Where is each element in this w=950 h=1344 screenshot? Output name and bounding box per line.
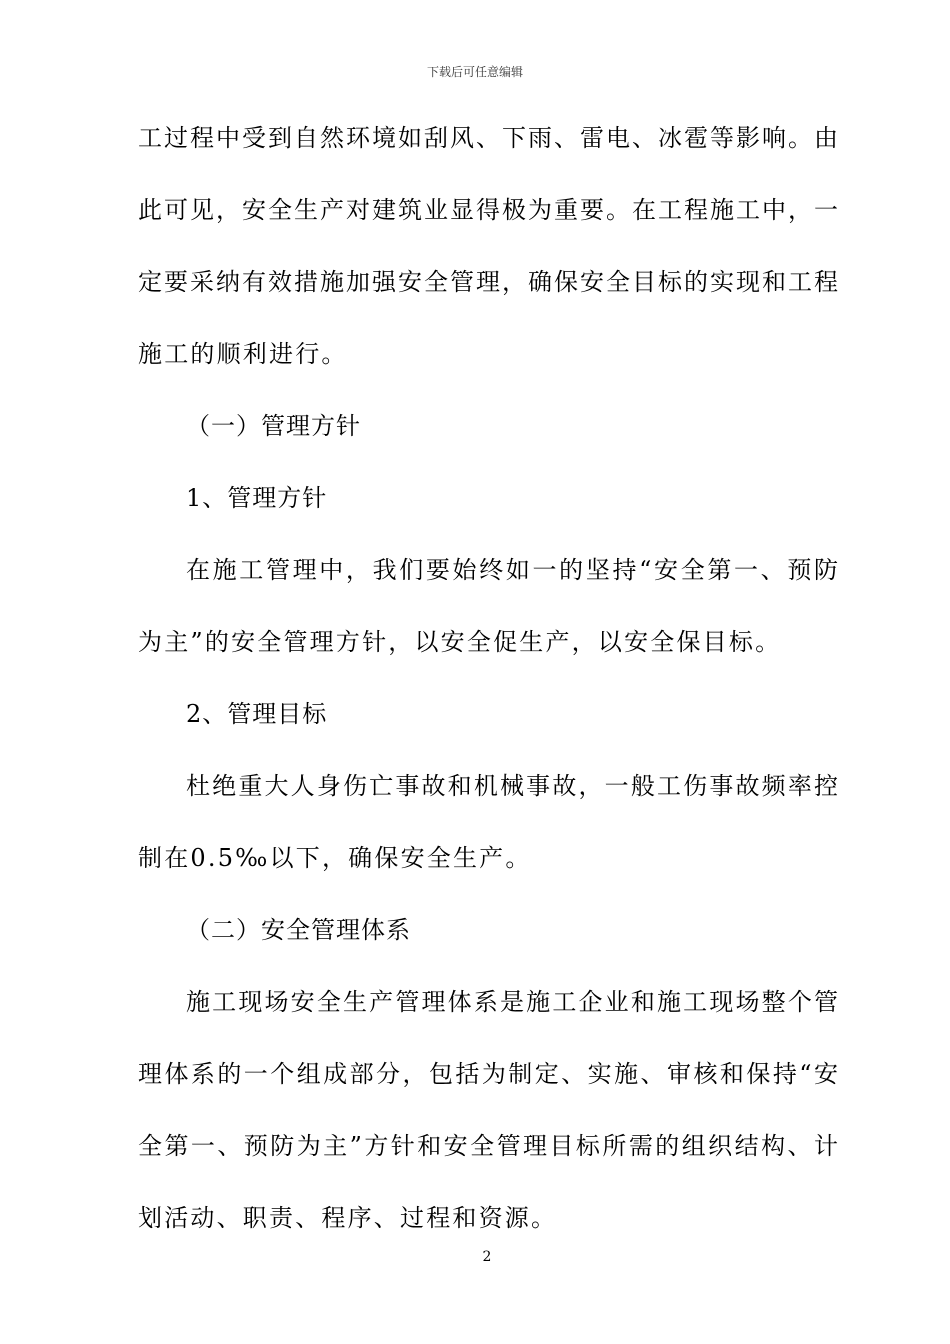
paragraph-line: 划活动、职责、程序、过程和资源。 [138, 1204, 558, 1232]
section-heading: （一）管理方针 [186, 412, 361, 440]
subsection-heading: 2、管理目标 [186, 700, 328, 728]
paragraph-line: 施工的顺利进行。 [138, 340, 348, 368]
paragraph-line: 全第一、预防为主”方针和安全管理目标所需的组织结构、计 [138, 1132, 838, 1160]
paragraph-line: 在施工管理中，我们要始终如一的坚持“安全第一、预防 [186, 556, 838, 584]
paragraph-line: 工过程中受到自然环境如刮风、下雨、雷电、冰雹等影响。由 [138, 124, 838, 152]
paragraph-line: 杜绝重大人身伤亡事故和机械事故，一般工伤事故频率控 [186, 772, 838, 800]
paragraph-line: 此可见，安全生产对建筑业显得极为重要。在工程施工中，一 [138, 196, 838, 224]
paragraph-line: 制在0.5‰以下，确保安全生产。 [138, 844, 532, 872]
page-number: 2 [482, 1249, 492, 1265]
document-body [138, 112, 838, 1264]
paragraph-line: 施工现场安全生产管理体系是施工企业和施工现场整个管 [186, 988, 838, 1016]
page-header: 下载后可任意编辑 [426, 65, 523, 79]
subsection-heading: 1、管理方针 [186, 484, 328, 512]
paragraph-line: 定要采纳有效措施加强安全管理，确保安全目标的实现和工程 [138, 268, 838, 296]
paragraph-line: 为主”的安全管理方针，以安全促生产，以安全保目标。 [138, 628, 782, 656]
section-heading: （二）安全管理体系 [186, 916, 411, 944]
paragraph-line: 理体系的一个组成部分，包括为制定、实施、审核和保持“安 [138, 1060, 838, 1088]
